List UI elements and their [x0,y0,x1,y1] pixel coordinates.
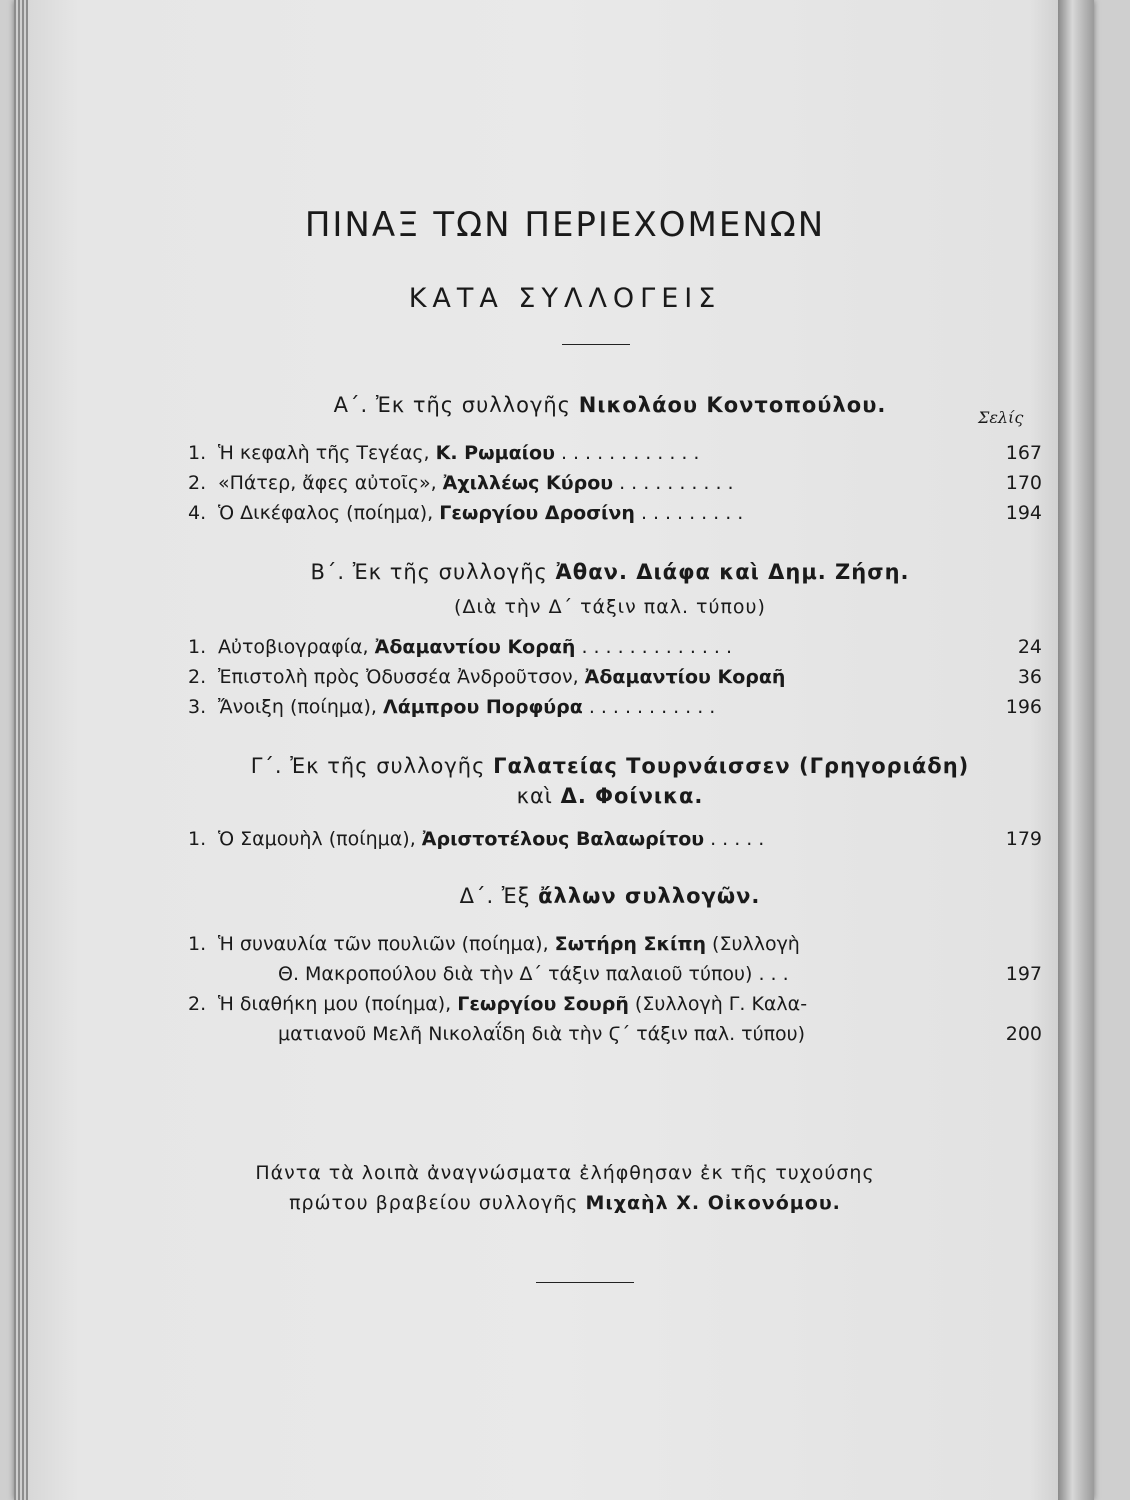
toc-entry-continuation: Θ. Μακροπούλου διὰ τὴν Δ΄ τάξιν παλαιοῦ τύπου) ... [278,963,795,985]
page-number: 179 [1005,828,1042,850]
section-b-note: (Διὰ τὴν Δ΄ τάξιν παλ. τύπου) [454,596,766,618]
section-c-heading-line2: καὶ Δ. Φοίνικα. [516,784,704,808]
footer-divider [536,1282,634,1283]
footer-note-line1: Πάντα τὰ λοιπὰ ἀναγνώσματα ἐλήφθησαν ἐκ τῆς τυχούσης [255,1162,875,1184]
page-number: 197 [1005,963,1042,985]
page-number: 24 [1017,636,1042,658]
pages-column-label: Σελίς [978,408,1024,427]
section-b-heading: Β΄. Ἐκ τῆς συλλογῆς Ἀθαν. Διάφα καὶ Δημ. Ζήση. [310,560,910,584]
title-divider [562,344,630,345]
page-number: 194 [1005,502,1042,524]
page-number: 36 [1017,666,1042,688]
footer-note-line2: πρώτου βραβείου συλλογῆς Μιχαὴλ Χ. Οἰκονόμου. [289,1192,841,1214]
page-number: 200 [1005,1023,1042,1045]
page-number: 196 [1005,696,1042,718]
page-subtitle: ΚΑΤΑ ΣΥΛΛΟΓΕΙΣ [408,283,722,314]
section-d-heading: Δ΄. Ἐξ ἄλλων συλλογῶν. [459,884,761,908]
page-title: ΠΙΝΑΞ ΤΩΝ ΠΕΡΙΕΧΟΜΕΝΩΝ [304,205,826,245]
section-a-heading: Α΄. Ἐκ τῆς συλλογῆς Νικολάου Κοντοπούλου. [333,393,887,417]
page-number: 170 [1005,472,1042,494]
section-c-heading: Γ΄. Ἐκ τῆς συλλογῆς Γαλατείας Τουρνάισσεν (Γρηγοριάδη) [250,754,970,778]
toc-entry-continuation: ματιανοῦ Μελῆ Νικολαΐδη διὰ τὴν Ϛ΄ τάξιν παλ. τύπου) [278,1023,806,1045]
page-number: 167 [1005,442,1042,464]
